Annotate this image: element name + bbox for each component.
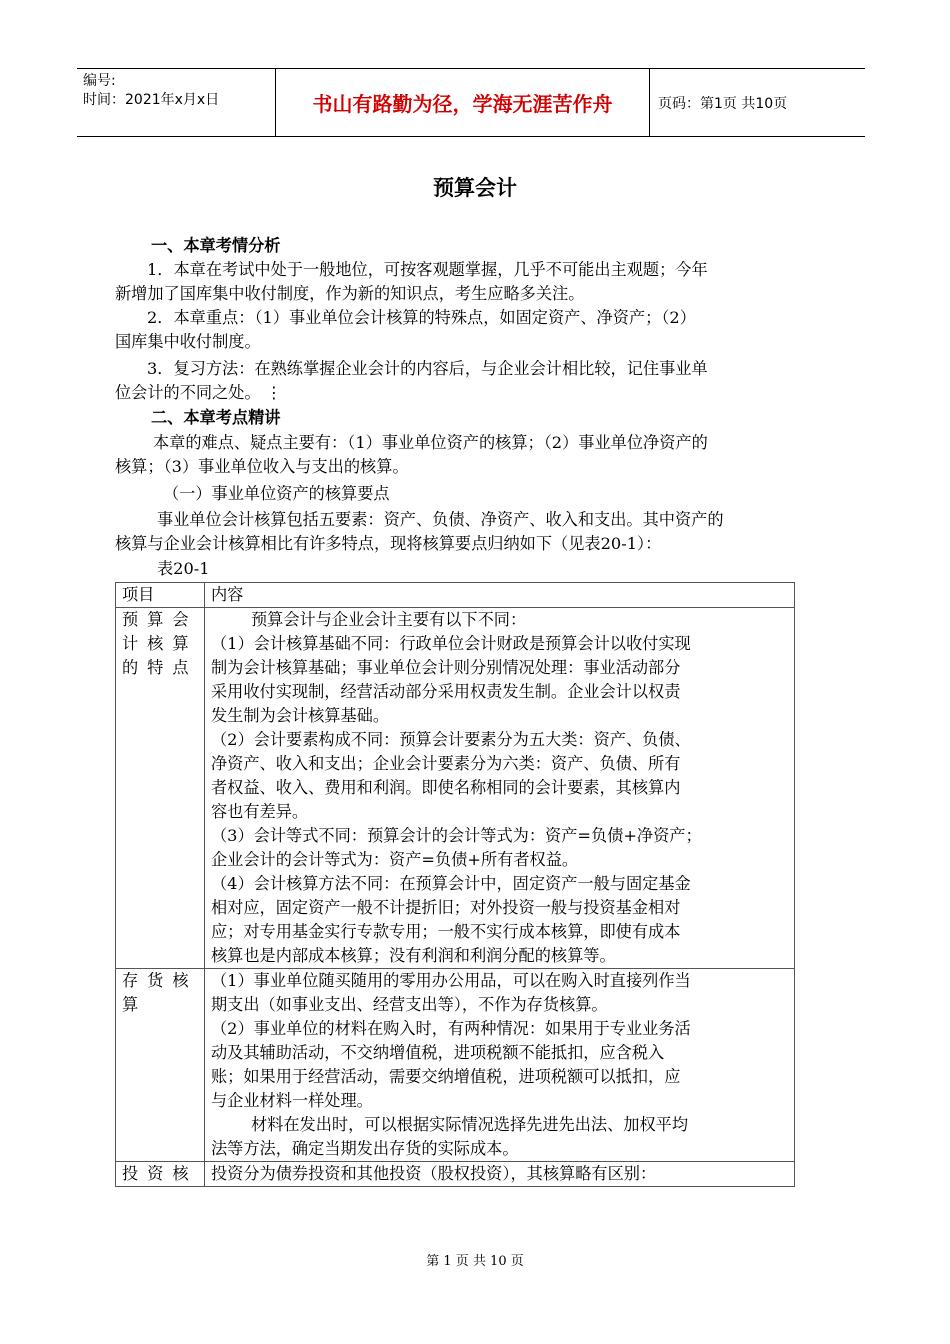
content-line: （1）事业单位随买随用的零用办公用品，可以在购入时直接列作当 [211, 971, 691, 990]
content-line: （2）事业单位的材料在购入时，有两种情况：如果用于专业业务活 [211, 1019, 691, 1038]
table-header-cell: 项目 [116, 583, 205, 608]
content-line: 与企业材料一样处理。 [211, 1091, 373, 1110]
row-content [205, 969, 795, 1162]
page-label: 页码：第1页 共10页 [658, 95, 788, 112]
content-line: （3）会计等式不同：预算会计的会计等式为：资产=负债+净资产； [211, 826, 702, 845]
table-row [116, 608, 795, 969]
content-line: 法等方法，确定当期发出存货的实际成本。 [211, 1139, 519, 1158]
section-heading-1: 一、本章考情分析 [151, 236, 281, 255]
table-header-cell: 内容 [205, 583, 795, 608]
content-line: 者权益、收入、费用和利润。即使名称相同的会计要素，其核算内 [211, 778, 681, 797]
page-header [77, 68, 865, 137]
content-line: 动及其辅助活动，不交纳增值税，进项税额不能抵扣，应含税入 [211, 1043, 665, 1062]
paragraph-line: 3．复习方法：在熟练掌握企业会计的内容后，与企业会计相比较，记住事业单 [147, 359, 708, 378]
subsection-heading: （一）事业单位资产的核算要点 [163, 484, 390, 503]
content-line: 相对应，固定资产一般不计提折旧；对外投资一般与投资基金相对 [211, 898, 681, 917]
header-meta [77, 69, 276, 136]
table-row [116, 1162, 795, 1187]
content-line: 净资产、收入和支出；企业会计要素分为六类：资产、负债、所有 [211, 754, 681, 773]
paragraph-line: 本章的难点、疑点主要有：（1）事业单位资产的核算；（2）事业单位净资产的 [153, 433, 708, 452]
content-line: 发生制为会计核算基础。 [211, 706, 390, 725]
paragraph-line: 2．本章重点：（1）事业单位会计核算的特殊点，如固定资产、净资产；（2） [147, 308, 696, 327]
paragraph-line: 事业单位会计核算包括五要素：资产、负债、净资产、收入和支出。其中资产的 [157, 510, 724, 529]
content-line: 制为会计核算基础；事业单位会计则分别情况处理：事业活动部分 [211, 658, 681, 677]
table-header-row [116, 583, 795, 608]
content-line: （1）会计核算基础不同：行政单位会计财政是预算会计以收付实现 [211, 634, 691, 653]
summary-table [115, 582, 795, 1187]
paragraph-line: 国库集中收付制度。 [115, 332, 261, 351]
content-line: 投资分为债券投资和其他投资（股权投资），其核算略有区别： [211, 1164, 657, 1183]
content-line: 采用收付实现制，经营活动部分采用权责发生制。企业会计以权责 [211, 682, 681, 701]
number-label: 编号: [83, 73, 116, 89]
section-heading-2: 二、本章考点精讲 [151, 408, 281, 427]
content-line: 账；如果用于经营活动，需要交纳增值税，进项税额可以抵扣，应 [211, 1067, 681, 1086]
row-key: 投资核 [116, 1162, 205, 1187]
content-line: 容也有差异。 [211, 802, 309, 821]
row-content [205, 608, 795, 969]
table-caption: 表20-1 [157, 559, 210, 578]
paragraph-line: 核算；（3）事业单位收入与支出的核算。 [115, 457, 409, 476]
row-key: 存货核算 [116, 969, 205, 1162]
content-line: 期支出（如事业支出、经营支出等），不作为存货核算。 [211, 995, 608, 1014]
content-line: （2）会计要素构成不同：预算会计要素分为五大类：资产、负债、 [211, 730, 691, 749]
row-content [205, 1162, 795, 1187]
page-title: 预算会计 [433, 176, 517, 200]
content-line: （4）会计核算方法不同：在预算会计中，固定资产一般与固定基金 [211, 874, 691, 893]
table-row [116, 969, 795, 1162]
content-line: 核算也是内部成本核算；没有利润和利润分配的核算等。 [211, 946, 616, 965]
paragraph-line: 1．本章在考试中处于一般地位，可按客观题掌握，几乎不可能出主观题；今年 [147, 260, 708, 279]
paragraph-line: 位会计的不同之处。 ⋮ [115, 383, 283, 402]
motto: 书山有路勤为径，学海无涯苦作舟 [276, 69, 650, 136]
content-line: 应；对专用基金实行专款专用；一般不实行成本核算，即使有成本 [211, 922, 681, 941]
page-footer: 第 1 页 共 10 页 [426, 1254, 524, 1269]
paragraph-line: 新增加了国库集中收付制度，作为新的知识点，考生应略多关注。 [115, 284, 585, 303]
content-line: 企业会计的会计等式为：资产=负债+所有者权益。 [211, 850, 579, 869]
row-key: 预算会计核算的特点 [116, 608, 205, 969]
time-label: 时间：2021年x月x日 [83, 92, 220, 108]
content-line: 材料在发出时，可以根据实际情况选择先进先出法、加权平均 [251, 1115, 689, 1134]
paragraph-line: 核算与企业会计核算相比有许多特点，现将核算要点归纳如下（见表20-1）： [115, 534, 662, 553]
content-line: 预算会计与企业会计主要有以下不同： [251, 610, 527, 629]
